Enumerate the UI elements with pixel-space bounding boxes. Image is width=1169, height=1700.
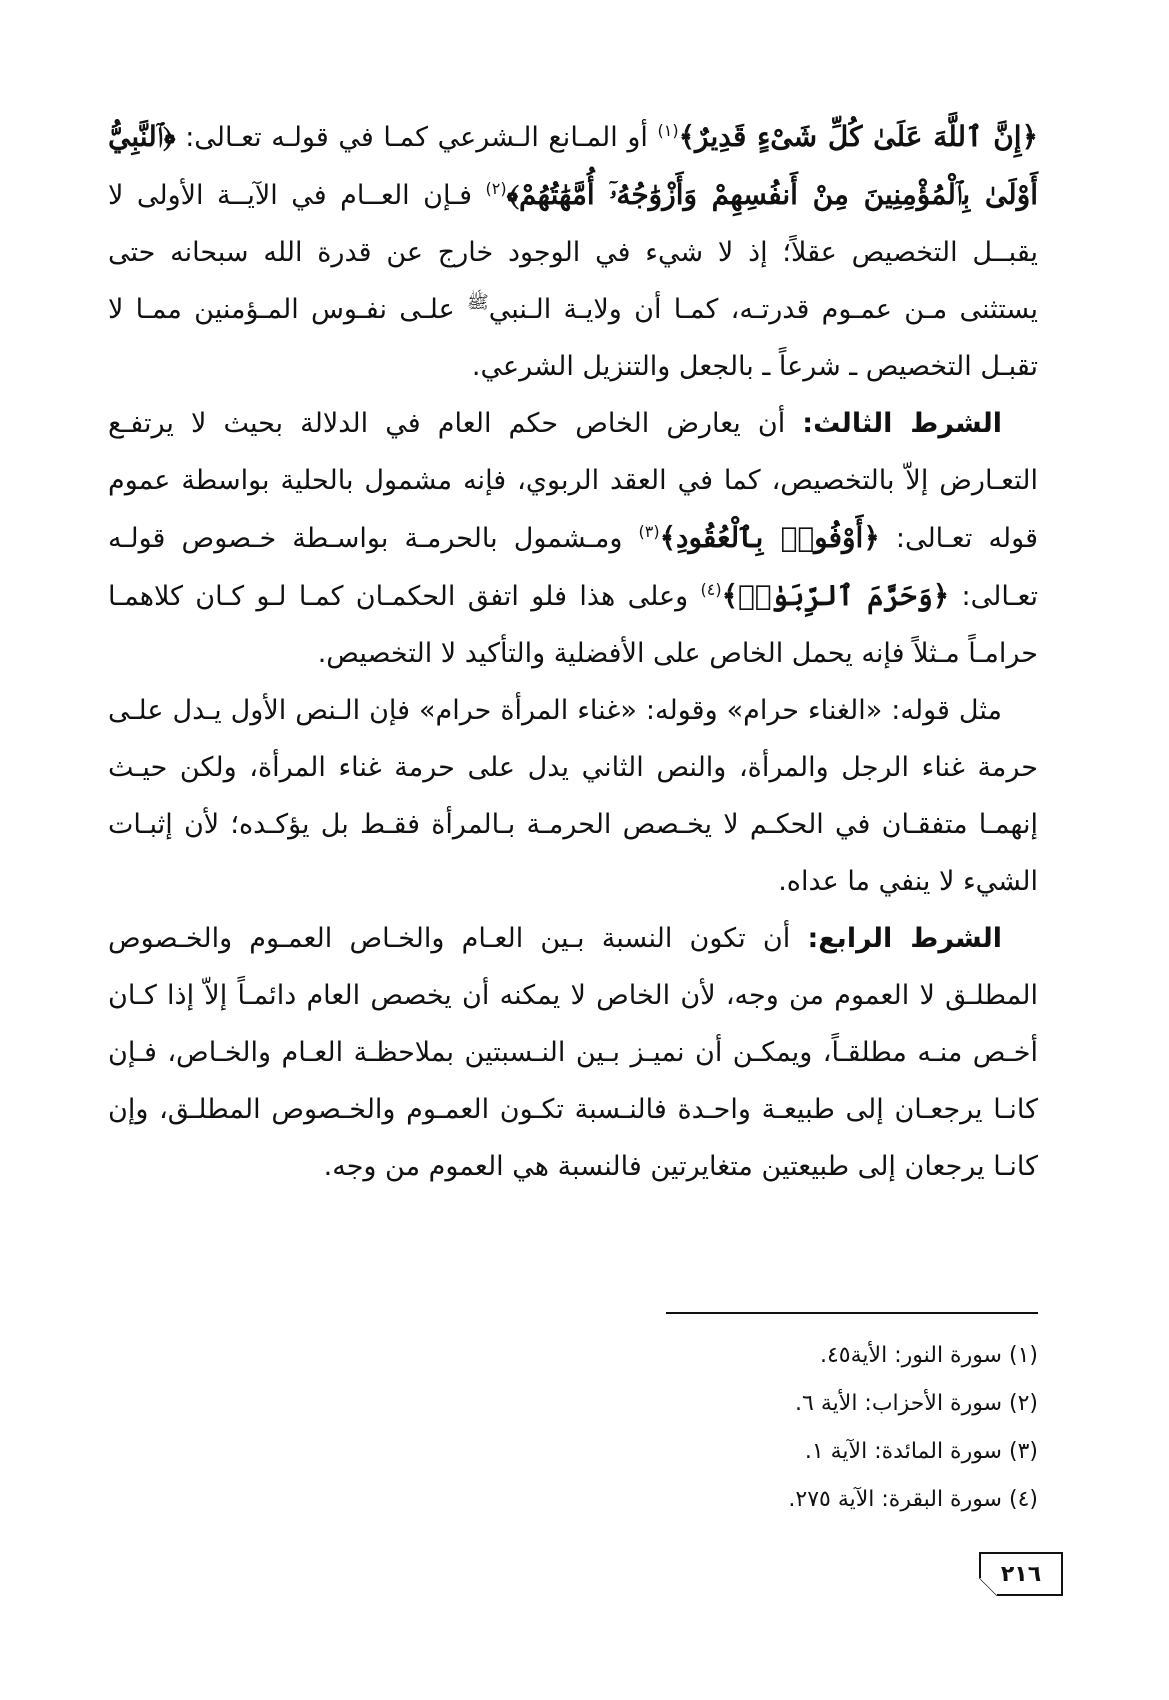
quran-verse: ﴿ٱلنَّبِيُّ أَوْلَىٰ بِٱلْمُؤْمِنِينَ مِنْ أَنفُسِهِمْ وَأَزْوَٰجُهُۥٓ أُمَّهَٰتُهُمْ﴾ (108, 120, 1038, 211)
quran-verse: ﴿أَوْفُوا۟ بِٱلْعُقُودِ﴾ (659, 521, 880, 554)
paragraph-text: أن تكون النسبة بـين العـام والخـاص العمـوم والخـصوص المطلـق لا العموم من وجه، لأن الخاص لا يمكنه أن يخصص العام دائمـاً إلاّ إذا كـان أخـص منـه مطلقـاً، ويمكـن أن نميـز بـين النـسبتين بملاحظـة العـام والخـاص، فـإن كانـا يرجعـان إلى طبيعـة واحـدة فالنـسبة تكـون العمـوم والخـصوص المطلـق، وإن كانـا يرجعان إلى طبيعتين متغايرتين فالنسبة هي العموم من وجه. (108, 923, 1038, 1182)
footnote-4: (٤) سورة البقرة: الآية ٢٧٥. (788, 1487, 1038, 1512)
footnote-ref[interactable]: (٢) (485, 179, 507, 198)
paragraph-text: علـى نفـوس المـؤمنين ممـا لا تقبـل التخصيص ـ شرعاً ـ بالجعل والتنزيل الشرعي. (108, 294, 1038, 382)
body-text (108, 108, 1038, 1195)
paragraph-4 (108, 910, 1038, 1195)
footnote-2: (٢) سورة الأحزاب: الأية ٦. (795, 1391, 1038, 1416)
paragraph-text: أن يعارض الخاص حكم العام في الدلالة بحيث لا يرتفـع التعـارض إلاّ بالتخصيص، كما في العقد الربوي، فإنه مشمول بالحلية بواسطة عموم قوله تعـالى: (108, 408, 1038, 554)
paragraph-1 (108, 108, 1038, 395)
paragraph-2 (108, 395, 1038, 682)
paragraph-3: مثل قوله: «الغناء حرام» وقوله: «غناء المرأة حرام» فإن الـنص الأول يـدل علـى حرمة غناء الرجل والمرأة، والنص الثاني يدل على حرمة غناء المرأة، ولكن حيـث إنهمـا متفقـان في الحكـم لا يخـصص الحرمـة بـالمرأة فقـط بل يؤكـده؛ لأن إثبـات الشيء لا ينفي ما عداه. (108, 695, 1038, 897)
footnote-1: (١) سورة النور: الأية٤٥. (819, 1343, 1038, 1368)
page-number: ٢١٦ (979, 1552, 1063, 1596)
paragraph-text: ومـشمول بالحرمـة بواسـطة خـصوص قولـه تعـالى: (108, 523, 1039, 612)
section-label: الشرط الرابع: (807, 923, 1002, 954)
quran-verse: ﴿وَحَرَّمَ ٱلرِّبَوٰا۟﴾ (721, 579, 950, 612)
footnote-3: (٣) سورة المائدة: الآية ١. (804, 1439, 1038, 1464)
footnote-ref[interactable]: (١) (657, 121, 679, 140)
footnote-divider (666, 1312, 1038, 1314)
footnote-ref[interactable]: (٤) (700, 580, 722, 599)
paragraph-text: أو المـانع الـشرعي كمـا في قولـه تعـالى: (175, 122, 658, 153)
quran-verse: ﴿إِنَّ ٱللَّهَ عَلَىٰ كُلِّ شَىْءٍ قَدِيرٌ﴾ (678, 120, 1038, 153)
honorific-glyph: ﷺ (467, 292, 489, 313)
footnotes (438, 1332, 1038, 1524)
paragraph-text: وعلى هذا فلو اتفق الحكمـان كمـا لـو كـان كلاهمـا حرامـاً مـثلاً فإنه يحمل الخاص على الأفضلية والتأكيد لا التخصيص. (108, 581, 1038, 669)
paragraph-text: فـإن العــام في الآيــة الأولى لا يقبــل التخصيص عقلاً؛ إذ لا شيء في الوجود خارج عن قدرة الله سبحانه حتى يستثنى مـن عمـوم قدرتـه، كمـا أن ولايـة الـنبي (108, 180, 1038, 325)
section-label: الشرط الثالث: (802, 408, 1002, 439)
footnote-ref[interactable]: (٣) (638, 522, 660, 541)
